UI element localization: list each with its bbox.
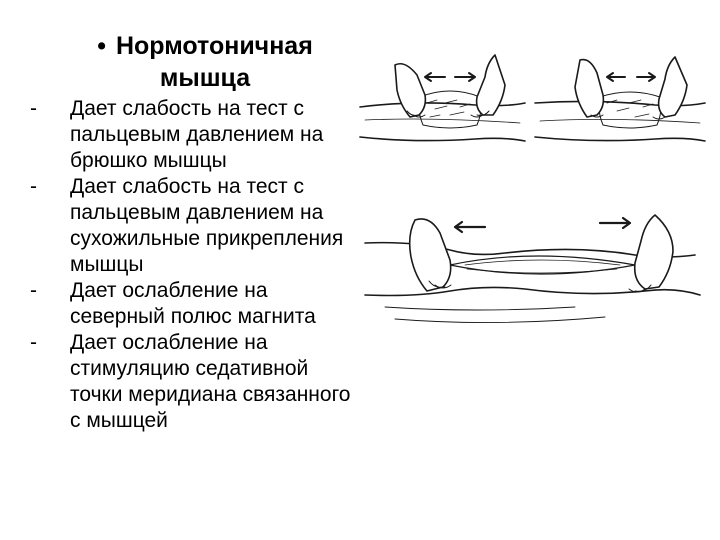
list-dash: -	[30, 279, 37, 302]
title-bullet: •	[97, 32, 106, 60]
list-item-text: Дает слабость на тест с пальцевым давлением на сухожильные прикрепления мышцы	[70, 175, 344, 276]
list-item-text: Дает ослабление на северный полюс магнита	[70, 279, 316, 328]
list-item-text: Дает слабость на тест с пальцевым давлением на брюшко мышцы	[70, 97, 324, 172]
belly-pinch-panel-2	[535, 57, 705, 141]
title-line-1: Нормотоничная	[115, 32, 313, 60]
belly-pinch-panel-1	[360, 55, 525, 141]
tendon-stretch-panel	[365, 215, 700, 323]
list-item	[30, 330, 360, 434]
list-dash: -	[30, 175, 37, 198]
title-line-2: мышца	[159, 64, 251, 92]
list-item	[30, 174, 360, 278]
list-item-text: Дает ослабление на стимуляцию седативной точки меридиана связанного с мышцей	[70, 331, 351, 432]
slide-title	[60, 30, 350, 94]
bullet-list	[30, 96, 360, 434]
muscle-test-illustration	[355, 45, 710, 335]
list-item	[30, 278, 360, 330]
list-dash: -	[30, 97, 37, 120]
muscle-test-drawing	[355, 45, 710, 335]
list-item	[30, 96, 360, 174]
list-dash: -	[30, 331, 37, 354]
